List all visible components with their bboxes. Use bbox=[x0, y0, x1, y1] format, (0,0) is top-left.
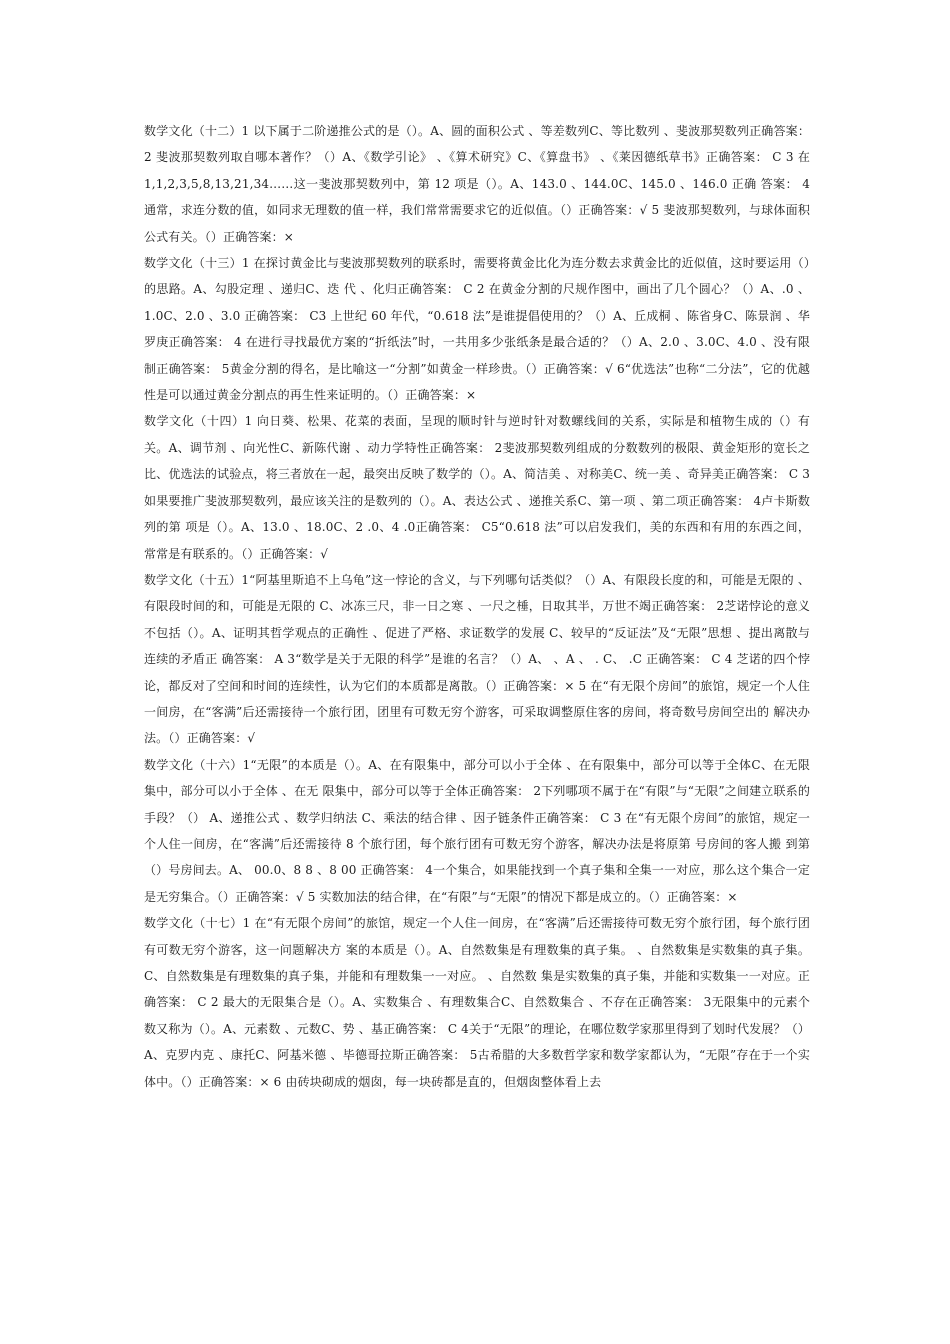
section-math-culture-14: 数学文化（十四）1 向日葵、松果、花菜的表面，呈现的顺时针与逆时针对数螺线间的关系，实际是和植物生成的（）有关。A、调节剂 、向光性C、新陈代谢 、动力学特性正确答案： 2斐波那契数列组成的分数数列的极限、黄金矩形的宽长之比、优选法的试验点，将三者放在一起，最突出反映了数学的（）。A、简洁美 、对称美C、统一美 、奇异美正确答案： C 3 如果要推广斐波那契数列，最应该关注的是数列的（）。A、表达公式 、递推关系C、第一项 、第二项正确答案： 4卢卡斯数列的第 项是（）。A、13.0 、18.0C、2 .0、4 .0正确答案： C5“0.618 法”可以启发我们，美的东西和有用的东西之间，常常是有联系的。（）正确答案：√ bbox=[144, 414, 810, 561]
section-math-culture-12: 数学文化（十二）1 以下属于二阶递推公式的是（）。A、圆的面积公式 、等差数列C、等比数列 、斐波那契数列正确答案： 2 斐波那契数列取自哪本著作？（）A、《数学引论》 、《算术研究》C、《算盘书》 、《莱因德纸草书》正确答案： C 3 在 1,1,2,3,5,8,13,21,34……这一斐波那契数列中，第 12 项是（）。A、143.0 、144.0C、145.0 、146.0 正确 答案： 4 通常，求连分数的值，如同求无理数的值一样，我们常常需要求它的近似值。（）正确答案：√ 5 斐波那契数列，与球体面积公式有关。（）正确答案：× bbox=[144, 124, 810, 244]
section-math-culture-16: 数学文化（十六）1“无限”的本质是（）。A、在有限集中，部分可以小于全体 、在有限集中，部分可以等于全体C、在无限集中，部分可以小于全体 、在无 限集中，部分可以等于全体正确答案： 2下列哪项不属于在“有限”与“无限”之间建立联系的手段？（） A、递推公式 、数学归纳法 C、乘法的结合律 、因子链条件正确答案： C 3 在“有无限个房间”的旅馆，规定一个人住一间房，在“客满”后还需接待 8 个旅行团，每个旅行团有可数无穷个游客，解决办法是将原第 号房间的客人搬 到第（）号房间去。A、 00.0、8 8 、8 00 正确答案： 4一个集合，如果能找到一个真子集和全集一一对应，那么这个集合一定是无穷集合。（）正确答案：√ 5 实数加法的结合律，在“有限”与“无限”的情况下都是成立的。（）正确答案：× bbox=[144, 757, 810, 904]
document-body bbox=[144, 118, 810, 1095]
section-math-culture-15: 数学文化（十五）1“阿基里斯追不上乌龟”这一悖论的含义，与下列哪句话类似？（）A、有限段长度的和，可能是无限的 、有限段时间的和，可能是无限的 C、冰冻三尺，非一日之寒 、一尺之棰，日取其半，万世不竭正确答案： 2芝诺悖论的意义不包括（）。A、证明其哲学观点的正确性 、促进了严格、求证数学的发展 C、较早的“反证法”及“无限”思想 、提出离散与连续的矛盾正 确答案： A 3“数学是关于无限的科学”是谁的名言？（）A、 、A 、 . C、 .C 正确答案： C 4 芝诺的四个悖论，都反对了空间和时间的连续性，认为它们的本质都是离散。（）正确答案：× 5 在“有无限个房间”的旅馆，规定一个人住一间房，在“客满”后还需接待一个旅行团，团里有可数无穷个游客，可采取调整原住客的房间，将奇数号房间空出的 解决办法。（）正确答案：√ bbox=[144, 572, 810, 746]
section-math-culture-17: 数学文化（十七）1 在“有无限个房间”的旅馆，规定一个人住一间房，在“客满”后还需接待可数无穷个旅行团，每个旅行团有可数无穷个游客，这一问题解决方 案的本质是（）。A、自然数集是有理数集的真子集。 、自然数集是实数集的真子集。C、自然数集是有理数集的真子集，并能和有理数集一一对应。 、自然数 集是实数集的真子集，并能和实数集一一对应。正确答案： C 2 最大的无限集合是（）。A、实数集合 、有理数集合C、自然数集合 、不存在正确答案： 3无限集中的元素个数又称为（）。A、元素数 、元数C、势 、基正确答案： C 4关于“无限”的理论，在哪位数学家那里得到了划时代发展？（）A、克罗内克 、康托C、阿基米德 、毕德哥拉斯正确答案： 5古希腊的大多数哲学家和数学家都认为，“无限”存在于一个实体中。（）正确答案：× 6 由砖块砌成的烟囱，每一块砖都是直的，但烟囱整体看上去 bbox=[144, 916, 810, 1089]
section-math-culture-13: 数学文化（十三）1 在探讨黄金比与斐波那契数列的联系时，需要将黄金比化为连分数去求黄金比的近似值，这时要运用（）的思路。A、勾股定理 、递归C、迭 代 、化归正确答案： C 2 在黄金分割的尺规作图中，画出了几个圆心？（）A、.0 、1.0C、2.0 、3.0 正确答案： C3 上世纪 60 年代，“0.618 法”是谁提倡使用的？（）A、丘成桐 、陈省身C、陈景润 、华罗庚正确答案： 4 在进行寻找最优方案的“折纸法”时，一共用多少张纸条是最合适的？（）A、2.0 、3.0C、4.0 、没有限制正确答案： 5黄金分割的得名，是比喻这一“分割”如黄金一样珍贵。（）正确答案：√ 6“优选法”也称“二分法”，它的优越性是可以通过黄金分割点的再生性来证明的。（）正确答案：× bbox=[144, 256, 810, 403]
